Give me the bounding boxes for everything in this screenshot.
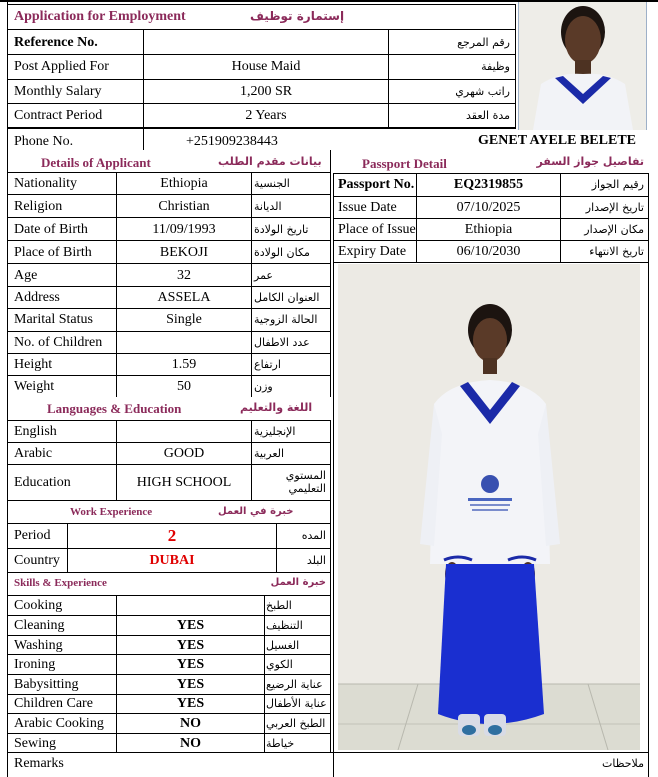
work-title: Work Experience <box>70 506 153 518</box>
remarks-label-ar: ملاحظات <box>602 757 644 770</box>
applicant-full-body-photo <box>338 264 640 750</box>
applicant-headshot-photo <box>518 2 646 130</box>
left-border <box>7 2 8 777</box>
salary-value: 1,200 SR <box>239 84 293 99</box>
form-title-ar: إستمارة توظيف <box>250 9 345 23</box>
skills-title-ar: خبرة العمل <box>270 577 326 588</box>
remarks-label: Remarks <box>14 756 64 771</box>
phone-value: +251909238443 <box>186 134 278 149</box>
skills-title: Skills & Experience <box>14 577 107 589</box>
post-value: House Maid <box>231 59 301 74</box>
contract-value: 2 Years <box>245 108 287 123</box>
passport-title-ar: تفاصيل جواز السفر <box>536 155 644 168</box>
work-period-value: 2 <box>167 526 177 545</box>
work-country-value: DUBAI <box>149 553 195 568</box>
languages-title-ar: اللغة والتعليم <box>240 401 313 414</box>
form-title: Application for Employment <box>14 9 186 24</box>
phone-label: Phone No. <box>14 134 74 149</box>
work-title-ar: خبرة في العمل <box>218 506 294 517</box>
details-title: Details of Applicant <box>41 155 151 170</box>
passport-number: EQ2319855 <box>453 177 524 192</box>
details-title-ar: بيانات مقدم الطلب <box>218 155 322 168</box>
languages-title: Languages & Education <box>47 401 182 416</box>
applicant-name: GENET AYELE BELETE <box>478 133 636 148</box>
passport-title: Passport Detail <box>362 156 447 171</box>
